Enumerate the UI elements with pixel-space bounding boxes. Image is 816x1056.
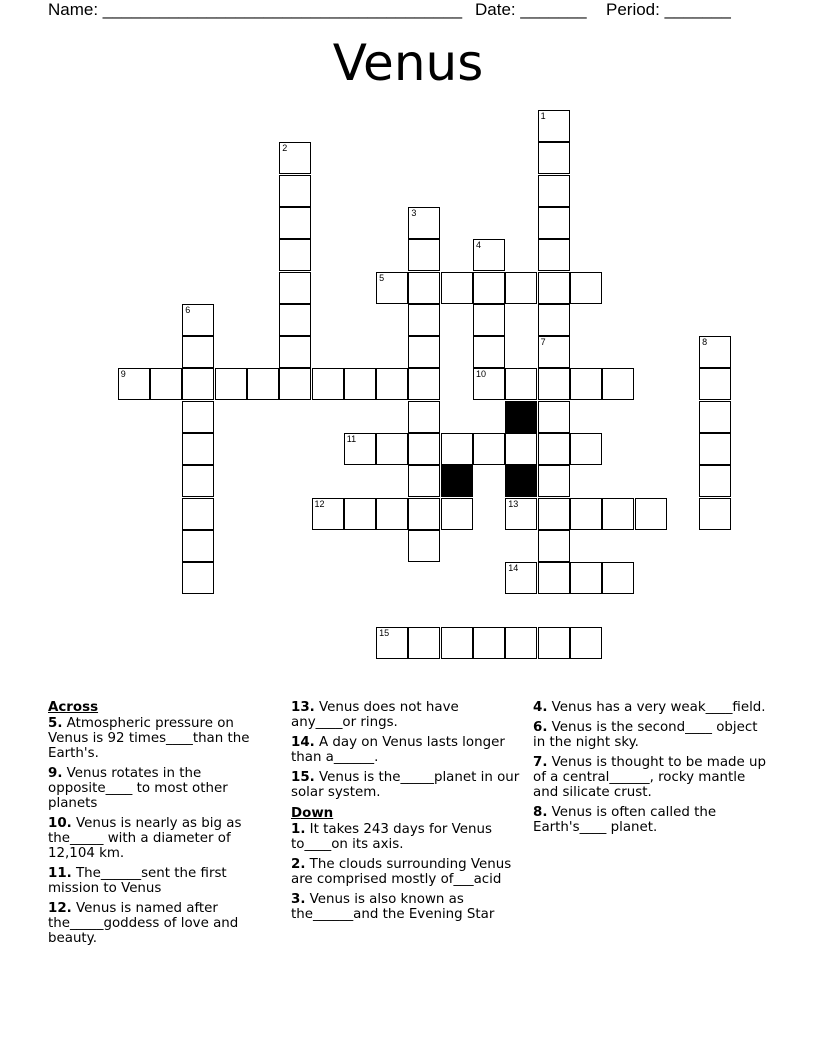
clues-column-3 <box>533 700 768 840</box>
grid-cell[interactable] <box>182 401 214 433</box>
grid-cell[interactable] <box>538 465 570 497</box>
clue-number: 3. <box>291 892 306 907</box>
grid-cell[interactable] <box>473 368 505 400</box>
grid-cell[interactable] <box>408 433 440 465</box>
grid-cell[interactable] <box>538 530 570 562</box>
grid-cell[interactable] <box>279 368 311 400</box>
grid-cell[interactable] <box>408 207 440 239</box>
grid-cell[interactable] <box>215 368 247 400</box>
down-heading: Down <box>291 806 334 821</box>
grid-cell[interactable] <box>408 498 440 530</box>
black-cell <box>505 401 537 433</box>
clue-across-12 <box>48 901 278 946</box>
clue-number-label: 5 <box>379 272 385 283</box>
clue-number: 4. <box>533 700 548 715</box>
clue-number: 1. <box>291 822 306 837</box>
clue-down-7 <box>533 755 768 800</box>
grid-cell[interactable] <box>376 498 408 530</box>
grid-cell[interactable] <box>473 272 505 304</box>
grid-cell[interactable] <box>699 336 731 368</box>
clue-number-label: 15 <box>379 627 390 638</box>
grid-cell[interactable] <box>699 401 731 433</box>
clue-number-label: 2 <box>282 143 288 154</box>
grid-cell[interactable] <box>699 368 731 400</box>
clue-text: The clouds surrounding Venus are comprised mostly of___acid <box>291 857 512 887</box>
clue-number: 5. <box>48 716 63 731</box>
grid-cell[interactable] <box>312 368 344 400</box>
clue-number-label: 7 <box>540 337 546 348</box>
clue-number-label: 9 <box>120 369 126 380</box>
grid-cell[interactable] <box>570 368 602 400</box>
across-heading: Across <box>48 700 99 715</box>
clue-number: 9. <box>48 766 63 781</box>
clue-number-label: 3 <box>411 207 417 218</box>
grid-cell[interactable] <box>570 498 602 530</box>
clue-down-2 <box>291 857 523 887</box>
clue-number: 7. <box>533 755 548 770</box>
clue-text: Venus rotates in the opposite____ to most other planets <box>48 766 228 811</box>
grid-cell[interactable] <box>538 142 570 174</box>
grid-cell[interactable] <box>441 272 473 304</box>
clue-text: Venus is the second____ object in the night sky. <box>533 720 758 750</box>
grid-cell[interactable] <box>182 465 214 497</box>
name-label: Name: <box>48 0 103 19</box>
grid-cell[interactable] <box>150 368 182 400</box>
clue-number: 14. <box>291 735 315 750</box>
black-cell <box>505 465 537 497</box>
grid-cell[interactable] <box>408 627 440 659</box>
grid-cell[interactable] <box>473 239 505 271</box>
grid-cell[interactable] <box>505 433 537 465</box>
grid-cell[interactable] <box>344 433 376 465</box>
grid-cell[interactable] <box>376 433 408 465</box>
grid-cell[interactable] <box>408 368 440 400</box>
period-label: Period: <box>606 0 665 19</box>
clue-number: 13. <box>291 700 315 715</box>
grid-cell[interactable] <box>344 368 376 400</box>
grid-cell[interactable] <box>505 368 537 400</box>
grid-cell[interactable] <box>408 336 440 368</box>
grid-cell[interactable] <box>538 239 570 271</box>
grid-cell[interactable] <box>473 304 505 336</box>
grid-cell[interactable] <box>538 498 570 530</box>
grid-cell[interactable] <box>635 498 667 530</box>
grid-cell[interactable] <box>602 562 634 594</box>
grid-cell[interactable] <box>473 433 505 465</box>
grid-cell[interactable] <box>408 465 440 497</box>
clue-across-15 <box>291 770 523 800</box>
date-line: _______ <box>520 0 587 19</box>
clue-number: 12. <box>48 901 72 916</box>
clue-number-label: 12 <box>314 498 325 509</box>
clue-across-9 <box>48 766 278 811</box>
grid-cell[interactable] <box>279 142 311 174</box>
clue-down-8 <box>533 805 768 835</box>
grid-cell[interactable] <box>182 562 214 594</box>
clue-number-label: 13 <box>508 498 519 509</box>
clue-down-3 <box>291 892 523 922</box>
grid-cell[interactable] <box>699 498 731 530</box>
grid-cell[interactable] <box>570 272 602 304</box>
grid-cell[interactable] <box>505 627 537 659</box>
clue-across-5 <box>48 716 278 761</box>
clue-number: 6. <box>533 720 548 735</box>
clue-text: Venus is often called the Earth's____ planet. <box>533 805 717 835</box>
grid-cell[interactable] <box>538 304 570 336</box>
grid-cell[interactable] <box>312 498 344 530</box>
date-label: Date: <box>475 0 521 19</box>
grid-cell[interactable] <box>473 627 505 659</box>
grid-cell[interactable] <box>182 304 214 336</box>
grid-cell[interactable] <box>408 401 440 433</box>
grid-cell[interactable] <box>182 498 214 530</box>
grid-cell[interactable] <box>538 368 570 400</box>
grid-cell[interactable] <box>538 336 570 368</box>
grid-cell[interactable] <box>408 239 440 271</box>
clue-down-4 <box>533 700 768 715</box>
grid-cell[interactable] <box>408 304 440 336</box>
clue-text: It takes 243 days for Venus to____on its axis. <box>291 822 492 852</box>
grid-cell[interactable] <box>408 272 440 304</box>
grid-cell[interactable] <box>538 110 570 142</box>
grid-cell[interactable] <box>376 272 408 304</box>
clue-across-14 <box>291 735 523 765</box>
clue-number-label: 11 <box>346 434 357 444</box>
clue-number: 2. <box>291 857 306 872</box>
grid-cell[interactable] <box>538 627 570 659</box>
clue-text: Venus is nearly as big as the_____ with a diameter of 12,104 km. <box>48 816 242 861</box>
grid-cell[interactable] <box>538 207 570 239</box>
clue-number: 15. <box>291 770 315 785</box>
grid-cell[interactable] <box>538 175 570 207</box>
grid-cell[interactable] <box>570 562 602 594</box>
grid-cell[interactable] <box>699 465 731 497</box>
clue-number-label: 4 <box>476 240 482 251</box>
grid-cell[interactable] <box>538 272 570 304</box>
grid-cell[interactable] <box>441 433 473 465</box>
clue-number-label: 6 <box>185 304 191 315</box>
grid-cell[interactable] <box>247 368 279 400</box>
grid-cell[interactable] <box>570 433 602 465</box>
grid-cell[interactable] <box>118 368 150 400</box>
grid-cell[interactable] <box>538 433 570 465</box>
grid-cell[interactable] <box>538 401 570 433</box>
grid-cell[interactable] <box>473 336 505 368</box>
clues-column-1 <box>48 700 278 951</box>
name-line: ______________________________________ <box>102 0 463 19</box>
clue-text: Venus is thought to be made up of a central______, rocky mantle and silicate crust. <box>533 755 767 800</box>
grid-cell[interactable] <box>602 368 634 400</box>
grid-cell[interactable] <box>344 498 376 530</box>
grid-cell[interactable] <box>376 368 408 400</box>
clue-text: Venus is named after the_____goddess of love and beauty. <box>48 901 239 946</box>
clue-down-1 <box>291 822 523 852</box>
grid-cell[interactable] <box>376 627 408 659</box>
grid-cell[interactable] <box>182 368 214 400</box>
grid-cell[interactable] <box>441 498 473 530</box>
grid-cell[interactable] <box>279 272 311 304</box>
clue-text: Atmospheric pressure on Venus is 92 times____than the Earth's. <box>48 716 250 761</box>
clue-number: 10. <box>48 816 72 831</box>
grid-cell[interactable] <box>279 336 311 368</box>
clue-number-label: 8 <box>702 337 708 348</box>
grid-cell[interactable] <box>408 530 440 562</box>
clue-number-label: 1 <box>540 111 546 121</box>
clue-number-label: 10 <box>476 369 487 380</box>
clues-column-2 <box>291 700 523 927</box>
black-cell <box>441 465 473 497</box>
clue-number: 11. <box>48 866 72 881</box>
grid-cell[interactable] <box>441 627 473 659</box>
grid-cell[interactable] <box>570 627 602 659</box>
clue-text: Venus is also known as the______and the Evening Star <box>291 892 495 922</box>
grid-cell[interactable] <box>538 562 570 594</box>
period-line: _______ <box>664 0 731 19</box>
grid-cell[interactable] <box>505 562 537 594</box>
clue-text: Venus does not have any____or rings. <box>291 700 459 730</box>
page-title: Venus <box>332 34 484 92</box>
clue-number-label: 14 <box>508 563 519 574</box>
clue-text: The______sent the first mission to Venus <box>48 866 227 896</box>
clue-across-13 <box>291 700 523 730</box>
grid-cell[interactable] <box>182 530 214 562</box>
clue-text: Venus is the_____planet in our solar system. <box>291 770 520 800</box>
grid-cell[interactable] <box>505 498 537 530</box>
grid-cell[interactable] <box>182 336 214 368</box>
grid-cell[interactable] <box>182 433 214 465</box>
grid-cell[interactable] <box>279 175 311 207</box>
clue-text: Venus has a very weak____field. <box>547 700 766 715</box>
clue-number: 8. <box>533 805 548 820</box>
clue-across-10 <box>48 816 278 861</box>
clue-text: A day on Venus lasts longer than a______. <box>291 735 505 765</box>
grid-cell[interactable] <box>505 272 537 304</box>
clue-across-11 <box>48 866 278 896</box>
grid-cell[interactable] <box>279 304 311 336</box>
grid-cell[interactable] <box>279 239 311 271</box>
grid-cell[interactable] <box>699 433 731 465</box>
grid-cell[interactable] <box>602 498 634 530</box>
grid-cell[interactable] <box>279 207 311 239</box>
clue-down-6 <box>533 720 768 750</box>
